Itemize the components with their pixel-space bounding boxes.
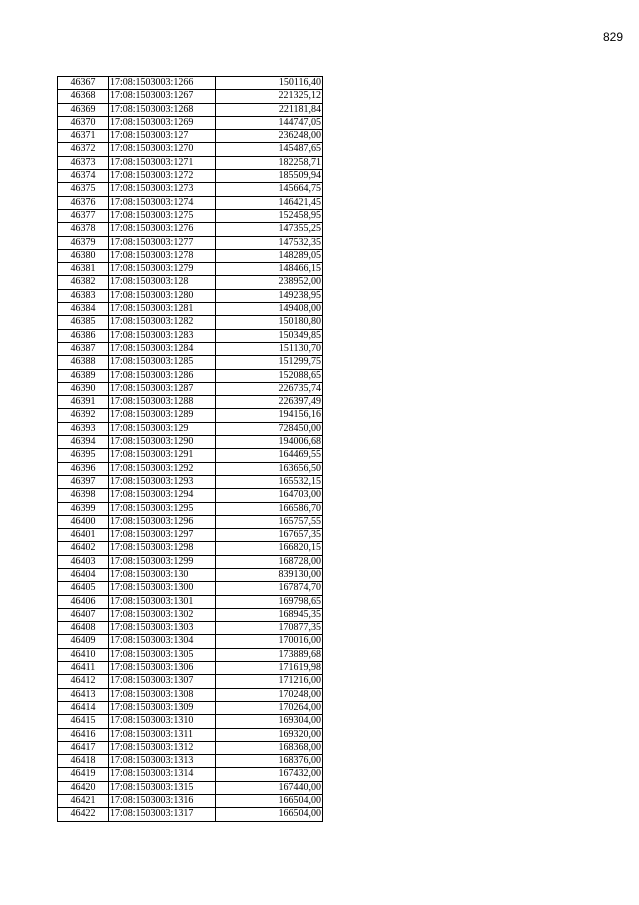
- cadastral-value: 169798,65: [216, 595, 323, 608]
- cadastral-number: 17:08:1503003:1294: [109, 489, 216, 502]
- cadastral-value: 167440,00: [216, 781, 323, 794]
- table-row: [58, 369, 323, 382]
- table-row: [58, 622, 323, 635]
- page-number: 829: [602, 30, 623, 44]
- cadastral-value: 170264,00: [216, 701, 323, 714]
- cadastral-value: 152088,65: [216, 369, 323, 382]
- cadastral-value: 166504,00: [216, 808, 323, 821]
- row-number: 46376: [58, 196, 109, 209]
- cadastral-value: 166586,70: [216, 502, 323, 515]
- table-row: [58, 382, 323, 395]
- row-number: 46394: [58, 436, 109, 449]
- table-row: [58, 595, 323, 608]
- row-number: 46375: [58, 183, 109, 196]
- cadastral-value: 164703,00: [216, 489, 323, 502]
- cadastral-number: 17:08:1503003:1309: [109, 701, 216, 714]
- table-row: [58, 183, 323, 196]
- table-row: [58, 795, 323, 808]
- cadastral-value: 147355,25: [216, 223, 323, 236]
- table-row: [58, 90, 323, 103]
- table-row: [58, 130, 323, 143]
- cadastral-number: 17:08:1503003:1287: [109, 382, 216, 395]
- cadastral-value: 150349,85: [216, 329, 323, 342]
- cadastral-number: 17:08:1503003:1270: [109, 143, 216, 156]
- table-row: [58, 688, 323, 701]
- cadastral-value: 163656,50: [216, 462, 323, 475]
- cadastral-number: 17:08:1503003:1296: [109, 515, 216, 528]
- cadastral-number: 17:08:1503003:1280: [109, 289, 216, 302]
- table-row: [58, 568, 323, 581]
- cadastral-value: 149238,95: [216, 289, 323, 302]
- table-row: [58, 808, 323, 821]
- cadastral-number: 17:08:1503003:1295: [109, 502, 216, 515]
- table-row: [58, 542, 323, 555]
- cadastral-value: 165757,55: [216, 515, 323, 528]
- cadastral-number: 17:08:1503003:1297: [109, 529, 216, 542]
- table-row: [58, 768, 323, 781]
- cadastral-number: 17:08:1503003:1314: [109, 768, 216, 781]
- cadastral-number: 17:08:1503003:1269: [109, 116, 216, 129]
- row-number: 46395: [58, 449, 109, 462]
- table-row: [58, 662, 323, 675]
- cadastral-value: 167432,00: [216, 768, 323, 781]
- cadastral-number: 17:08:1503003:1271: [109, 156, 216, 169]
- cadastral-value: 168728,00: [216, 555, 323, 568]
- row-number: 46372: [58, 143, 109, 156]
- row-number: 46422: [58, 808, 109, 821]
- cadastral-number: 17:08:1503003:1316: [109, 795, 216, 808]
- row-number: 46377: [58, 209, 109, 222]
- row-number: 46380: [58, 249, 109, 262]
- table-row: [58, 489, 323, 502]
- row-number: 46398: [58, 489, 109, 502]
- table-row: [58, 449, 323, 462]
- cadastral-value: 167874,70: [216, 582, 323, 595]
- table-row: [58, 356, 323, 369]
- row-number: 46382: [58, 276, 109, 289]
- table-row: [58, 728, 323, 741]
- cadastral-number: 17:08:1503003:1277: [109, 236, 216, 249]
- row-number: 46388: [58, 356, 109, 369]
- cadastral-value: 169304,00: [216, 715, 323, 728]
- row-number: 46406: [58, 595, 109, 608]
- cadastral-number: 17:08:1503003:1278: [109, 249, 216, 262]
- cadastral-value: 165532,15: [216, 475, 323, 488]
- cadastral-value: 194006,68: [216, 436, 323, 449]
- row-number: 46416: [58, 728, 109, 741]
- row-number: 46407: [58, 608, 109, 621]
- cadastral-value: 146421,45: [216, 196, 323, 209]
- cadastral-number: 17:08:1503003:1313: [109, 755, 216, 768]
- cadastral-number: 17:08:1503003:1308: [109, 688, 216, 701]
- cadastral-value: 185509,94: [216, 170, 323, 183]
- cadastral-value: 149408,00: [216, 303, 323, 316]
- cadastral-number: 17:08:1503003:1290: [109, 436, 216, 449]
- cadastral-number: 17:08:1503003:130: [109, 568, 216, 581]
- cadastral-number: 17:08:1503003:1300: [109, 582, 216, 595]
- table-row: [58, 608, 323, 621]
- cadastral-value: 148289,05: [216, 249, 323, 262]
- cadastral-number: 17:08:1503003:1273: [109, 183, 216, 196]
- cadastral-number: 17:08:1503003:1275: [109, 209, 216, 222]
- cadastral-number: 17:08:1503003:1303: [109, 622, 216, 635]
- cadastral-value: 148466,15: [216, 263, 323, 276]
- row-number: 46414: [58, 701, 109, 714]
- row-number: 46391: [58, 396, 109, 409]
- cadastral-value: 150180,80: [216, 316, 323, 329]
- row-number: 46415: [58, 715, 109, 728]
- row-number: 46378: [58, 223, 109, 236]
- table-row: [58, 555, 323, 568]
- table-row: [58, 329, 323, 342]
- cadastral-number: 17:08:1503003:1276: [109, 223, 216, 236]
- cadastral-value: 221181,84: [216, 103, 323, 116]
- row-number: 46387: [58, 342, 109, 355]
- cadastral-number: 17:08:1503003:1282: [109, 316, 216, 329]
- row-number: 46368: [58, 90, 109, 103]
- row-number: 46381: [58, 263, 109, 276]
- table-body: [58, 77, 323, 822]
- cadastral-number: 17:08:1503003:127: [109, 130, 216, 143]
- cadastral-value: 194156,16: [216, 409, 323, 422]
- table-row: [58, 475, 323, 488]
- cadastral-number: 17:08:1503003:1288: [109, 396, 216, 409]
- row-number: 46390: [58, 382, 109, 395]
- cadastral-number: 17:08:1503003:1312: [109, 741, 216, 754]
- cadastral-number: 17:08:1503003:1283: [109, 329, 216, 342]
- table-row: [58, 156, 323, 169]
- cadastral-number: 17:08:1503003:128: [109, 276, 216, 289]
- table-row: [58, 436, 323, 449]
- cadastral-value: 147532,35: [216, 236, 323, 249]
- table-row: [58, 143, 323, 156]
- cadastral-number: 17:08:1503003:1289: [109, 409, 216, 422]
- cadastral-value: 171216,00: [216, 675, 323, 688]
- cadastral-number: 17:08:1503003:1306: [109, 662, 216, 675]
- row-number: 46369: [58, 103, 109, 116]
- table-row: [58, 781, 323, 794]
- cadastral-value: 151299,75: [216, 356, 323, 369]
- table-row: [58, 303, 323, 316]
- table-row: [58, 196, 323, 209]
- cadastral-value: 166820,15: [216, 542, 323, 555]
- row-number: 46370: [58, 116, 109, 129]
- cadastral-value: 145487,65: [216, 143, 323, 156]
- cadastral-number: 17:08:1503003:1310: [109, 715, 216, 728]
- table-row: [58, 263, 323, 276]
- row-number: 46400: [58, 515, 109, 528]
- cadastral-number: 17:08:1503003:1311: [109, 728, 216, 741]
- row-number: 46405: [58, 582, 109, 595]
- table-row: [58, 755, 323, 768]
- table-row: [58, 276, 323, 289]
- row-number: 46389: [58, 369, 109, 382]
- row-number: 46418: [58, 755, 109, 768]
- table-row: [58, 515, 323, 528]
- cadastral-value: 238952,00: [216, 276, 323, 289]
- cadastral-number: 17:08:1503003:1299: [109, 555, 216, 568]
- cadastral-number: 17:08:1503003:1285: [109, 356, 216, 369]
- table-row: [58, 289, 323, 302]
- row-number: 46401: [58, 529, 109, 542]
- cadastral-number: 17:08:1503003:1281: [109, 303, 216, 316]
- cadastral-number: 17:08:1503003:1317: [109, 808, 216, 821]
- row-number: 46397: [58, 475, 109, 488]
- row-number: 46402: [58, 542, 109, 555]
- row-number: 46421: [58, 795, 109, 808]
- cadastral-value: 151130,70: [216, 342, 323, 355]
- row-number: 46409: [58, 635, 109, 648]
- cadastral-number: 17:08:1503003:1279: [109, 263, 216, 276]
- cadastral-number: 17:08:1503003:1284: [109, 342, 216, 355]
- cadastral-value: 145664,75: [216, 183, 323, 196]
- row-number: 46411: [58, 662, 109, 675]
- cadastral-number: 17:08:1503003:1274: [109, 196, 216, 209]
- table-row: [58, 223, 323, 236]
- cadastral-value: 168376,00: [216, 755, 323, 768]
- cadastral-value: 236248,00: [216, 130, 323, 143]
- table-row: [58, 462, 323, 475]
- cadastral-value: 728450,00: [216, 422, 323, 435]
- cadastral-value: 221325,12: [216, 90, 323, 103]
- cadastral-number: 17:08:1503003:1304: [109, 635, 216, 648]
- cadastral-value: 170877,35: [216, 622, 323, 635]
- cadastral-value: 168945,35: [216, 608, 323, 621]
- cadastral-number: 17:08:1503003:1291: [109, 449, 216, 462]
- cadastral-value: 839130,00: [216, 568, 323, 581]
- cadastral-value: 166504,00: [216, 795, 323, 808]
- cadastral-number: 17:08:1503003:1272: [109, 170, 216, 183]
- row-number: 46412: [58, 675, 109, 688]
- row-number: 46371: [58, 130, 109, 143]
- cadastral-value: 164469,55: [216, 449, 323, 462]
- cadastral-value: 170016,00: [216, 635, 323, 648]
- row-number: 46392: [58, 409, 109, 422]
- table-row: [58, 396, 323, 409]
- cadastral-number: 17:08:1503003:1302: [109, 608, 216, 621]
- row-number: 46374: [58, 170, 109, 183]
- cadastral-value: 226397,49: [216, 396, 323, 409]
- row-number: 46403: [58, 555, 109, 568]
- row-number: 46417: [58, 741, 109, 754]
- cadastral-number: 17:08:1503003:1286: [109, 369, 216, 382]
- cadastral-value: 144747,05: [216, 116, 323, 129]
- cadastral-value: 167657,35: [216, 529, 323, 542]
- row-number: 46420: [58, 781, 109, 794]
- cadastral-value: 173889,68: [216, 648, 323, 661]
- cadastral-number: 17:08:1503003:1293: [109, 475, 216, 488]
- row-number: 46408: [58, 622, 109, 635]
- table-row: [58, 648, 323, 661]
- row-number: 46419: [58, 768, 109, 781]
- table-row: [58, 422, 323, 435]
- row-number: 46384: [58, 303, 109, 316]
- table-row: [58, 675, 323, 688]
- cadastral-value: 170248,00: [216, 688, 323, 701]
- row-number: 46410: [58, 648, 109, 661]
- table-row: [58, 236, 323, 249]
- cadastral-number: 17:08:1503003:1307: [109, 675, 216, 688]
- cadastral-value-table: [57, 76, 323, 822]
- table-row: [58, 209, 323, 222]
- table-row: [58, 170, 323, 183]
- row-number: 46393: [58, 422, 109, 435]
- row-number: 46383: [58, 289, 109, 302]
- cadastral-number: 17:08:1503003:1266: [109, 77, 216, 90]
- cadastral-number: 17:08:1503003:1292: [109, 462, 216, 475]
- cadastral-number: 17:08:1503003:1301: [109, 595, 216, 608]
- row-number: 46386: [58, 329, 109, 342]
- table-row: [58, 103, 323, 116]
- row-number: 46373: [58, 156, 109, 169]
- row-number: 46367: [58, 77, 109, 90]
- table-row: [58, 342, 323, 355]
- row-number: 46399: [58, 502, 109, 515]
- cadastral-number: 17:08:1503003:1305: [109, 648, 216, 661]
- table-row: [58, 77, 323, 90]
- row-number: 46379: [58, 236, 109, 249]
- cadastral-value: 226735,74: [216, 382, 323, 395]
- cadastral-value: 150116,40: [216, 77, 323, 90]
- table-row: [58, 502, 323, 515]
- table-row: [58, 741, 323, 754]
- row-number: 46385: [58, 316, 109, 329]
- cadastral-number: 17:08:1503003:1298: [109, 542, 216, 555]
- table-row: [58, 582, 323, 595]
- table-row: [58, 715, 323, 728]
- table-row: [58, 316, 323, 329]
- cadastral-number: 17:08:1503003:1267: [109, 90, 216, 103]
- cadastral-number: 17:08:1503003:129: [109, 422, 216, 435]
- table-row: [58, 409, 323, 422]
- cadastral-number: 17:08:1503003:1268: [109, 103, 216, 116]
- cadastral-value: 152458,95: [216, 209, 323, 222]
- cadastral-value: 171619,98: [216, 662, 323, 675]
- table-row: [58, 635, 323, 648]
- table-row: [58, 249, 323, 262]
- table-row: [58, 116, 323, 129]
- cadastral-number: 17:08:1503003:1315: [109, 781, 216, 794]
- cadastral-value: 182258,71: [216, 156, 323, 169]
- row-number: 46413: [58, 688, 109, 701]
- cadastral-value: 169320,00: [216, 728, 323, 741]
- row-number: 46404: [58, 568, 109, 581]
- table-row: [58, 701, 323, 714]
- cadastral-value: 168368,00: [216, 741, 323, 754]
- row-number: 46396: [58, 462, 109, 475]
- table-row: [58, 529, 323, 542]
